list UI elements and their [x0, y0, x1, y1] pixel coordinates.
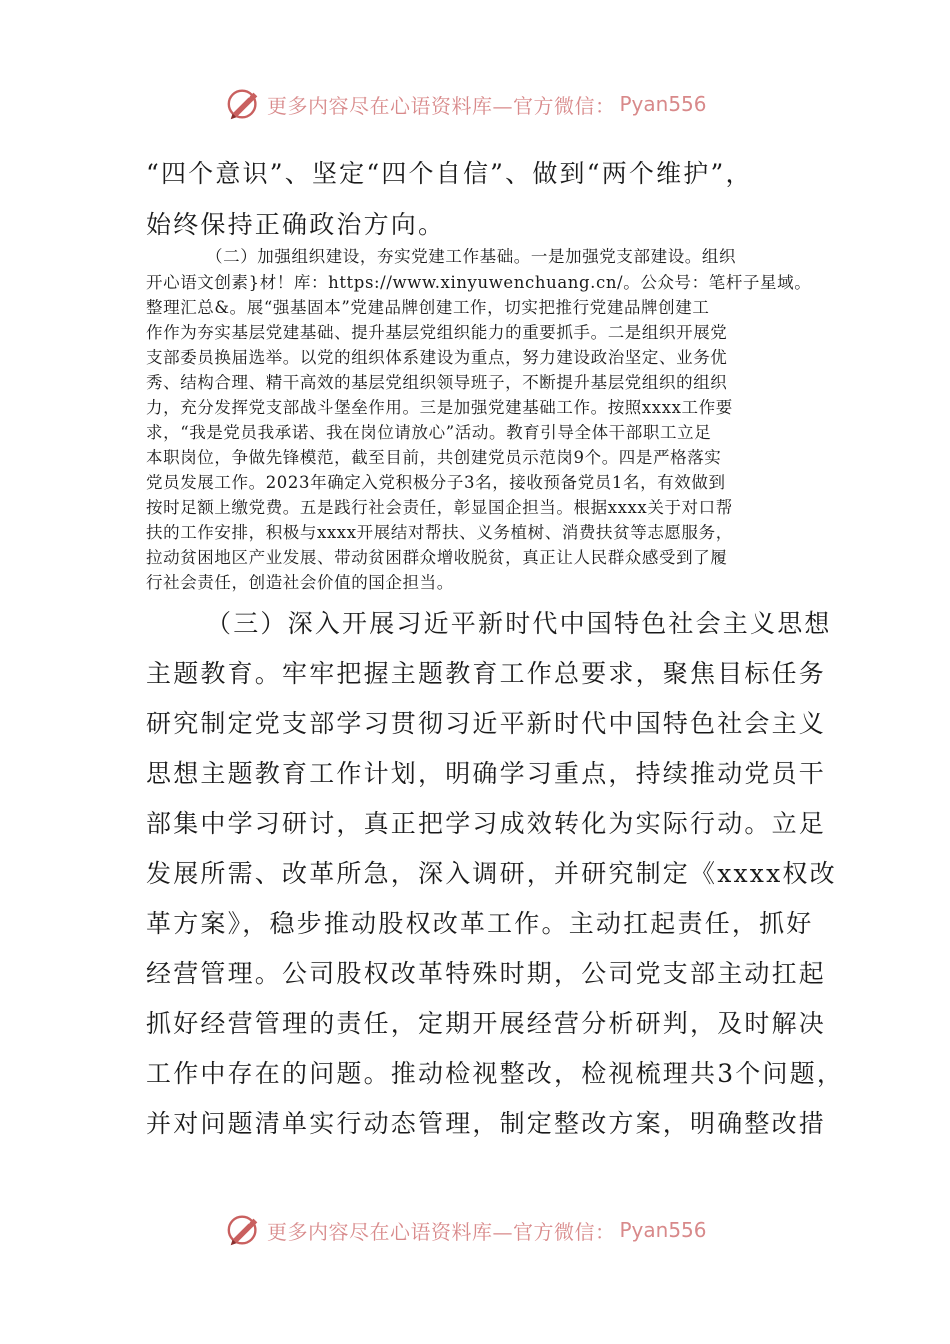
section-3-line: 抓好经营管理的责任，定期开展经营分析研判，及时解决 — [146, 1009, 827, 1038]
section-2-line: 党员发展工作。2023年确定入党积极分子3名，接收预备党员1名，有效做到 — [146, 473, 726, 492]
section-2-line: 力，充分发挥党支部战斗堡垒作用。三是加强党建基础工作。按照xxxx工作要 — [146, 398, 733, 417]
wechat-id: Pyan556 — [619, 92, 707, 116]
section-2-line: （二）加强组织建设，夯实党建工作基础。一是加强党支部建设。组织 — [206, 247, 737, 266]
header-watermark — [225, 84, 745, 124]
section-2-line: 开心语文创素}材！库：https://www.xinyuwenchuang.cn/。公众号：笔杆子星域。 — [146, 273, 812, 292]
section-3-line: 革方案》，稳步推动股权改革工作。主动扛起责任，抓好 — [146, 909, 814, 938]
wechat-id: Pyan556 — [619, 1218, 707, 1242]
section-3-line: （三）深入开展习近平新时代中国特色社会主义思想 — [206, 609, 832, 638]
section-2-line: 行社会责任，创造社会价值的国企担当。 — [146, 573, 454, 592]
banner-text: 更多内容尽在心语资料库—官方微信： — [267, 93, 616, 118]
pen-logo-icon — [225, 1211, 263, 1249]
section-3-line: 研究制定党支部学习贯彻习近平新时代中国特色社会主义 — [146, 709, 827, 738]
section-2-line: 支部委员换届选举。以党的组织体系建设为重点，努力建设政治坚定、业务优 — [146, 348, 728, 367]
section-2-line: 拉动贫困地区产业发展、带动贫困群众增收脱贫，真正让人民群众感受到了履 — [146, 548, 728, 567]
section-3-line: 思想主题教育工作计划，明确学习重点，持续推动党员干 — [146, 759, 827, 788]
banner-text: 更多内容尽在心语资料库—官方微信： — [267, 1219, 616, 1244]
section-2-line: 扶的工作安排，积极与xxxx开展结对帮扶、义务植树、消费扶贫等志愿服务， — [146, 523, 733, 542]
section-2-line: 作作为夯实基层党建基础、提升基层党组织能力的重要抓手。二是组织开展党 — [146, 323, 728, 342]
section-3-line: 发展所需、改革所急，深入调研，并研究制定《xxxx权改 — [146, 859, 837, 888]
intro-line: “四个意识”、坚定“四个自信”、做到“两个维护”， — [146, 159, 753, 188]
section-3-line: 经营管理。公司股权改革特殊时期，公司党支部主动扛起 — [146, 959, 827, 988]
section-3-line: 工作中存在的问题。推动检视整改，检视梳理共3个问题， — [146, 1059, 845, 1088]
section-3-line: 主题教育。牢牢把握主题教育工作总要求，聚焦目标任务 — [146, 659, 827, 688]
section-2-line: 本职岗位，争做先锋模范，截至目前，共创建党员示范岗9个。四是严格落实 — [146, 448, 722, 467]
pen-logo-icon — [225, 85, 263, 123]
intro-line: 始终保持正确政治方向。 — [146, 210, 446, 239]
section-2-line: 按时足额上缴党费。五是践行社会责任，彰显国企担当。根据xxxx关于对口帮 — [146, 498, 733, 517]
section-3-line: 部集中学习研讨，真正把学习成效转化为实际行动。立足 — [146, 809, 827, 838]
section-2-line: 秀、结构合理、精干高效的基层党组织领导班子，不断提升基层党组织的组织 — [146, 373, 728, 392]
footer-watermark — [225, 1210, 745, 1250]
section-2-line: 整理汇总&。展“强基固本”党建品牌创建工作，切实把推行党建品牌创建工 — [146, 298, 710, 317]
section-2-line: 求，“我是党员我承诺、我在岗位请放心”活动。教育引导全体干部职工立足 — [146, 423, 712, 442]
section-3-line: 并对问题清单实行动态管理，制定整改方案，明确整改措 — [146, 1109, 827, 1138]
